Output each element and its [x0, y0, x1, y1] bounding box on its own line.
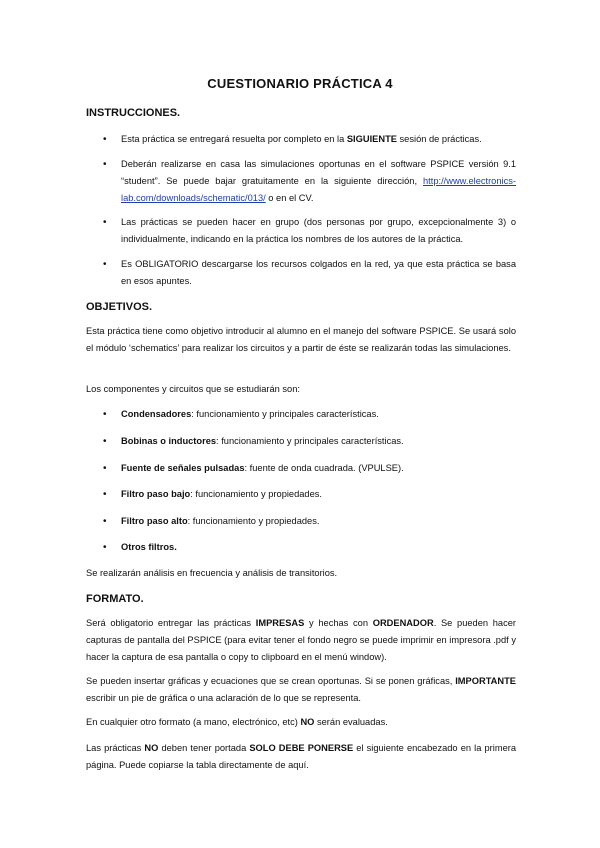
list-item: Otros filtros.: [121, 542, 177, 552]
list-item: Deberán realizarse en casa las simulaciones oportunas en el software PSPICE versión 9.1 “student”. Se puede bajar gratuitamente en la siguiente dirección, http://www.electronics-lab.com/downloads/schematic/013/ o en el CV.: [121, 159, 516, 203]
section-heading-objetivos: OBJETIVOS.: [86, 301, 153, 313]
list-item: Esta práctica se entregará resuelta por completo en la SIGUIENTE sesión de prácticas.: [121, 134, 482, 144]
paragraph: Se pueden insertar gráficas y ecuaciones que se crean oportunas. Si se ponen gráficas, IMPORTANTE escribir un pie de gráfica o una aclaración de lo que se representa.: [86, 676, 516, 703]
paragraph: Será obligatorio entregar las prácticas IMPRESAS y hechas con ORDENADOR. Se pueden hacer capturas de pantalla del PSPICE (para evitar tener el fondo negro se puede imprimir en impresora .pdf y hacer la captura de esa pantalla o copy to clipboard en el menú window).: [86, 618, 517, 662]
list-item: Filtro paso alto: funcionamiento y propiedades.: [121, 516, 320, 526]
list-item: Las prácticas se pueden hacer en grupo (dos personas por grupo, excepcionalmente 3) o individualmente, indicando en la práctica los nombres de los autores de la práctica.: [121, 217, 516, 244]
bullet-icon: •: [103, 463, 107, 474]
paragraph: Se realizarán análisis en frecuencia y análisis de transitorios.: [86, 568, 338, 578]
section-heading-formato: FORMATO.: [86, 593, 144, 605]
section-heading-instrucciones: INSTRUCCIONES.: [86, 107, 181, 119]
bullet-icon: •: [103, 409, 107, 420]
list-item: Es OBLIGATORIO descargarse los recursos colgados en la red, ya que esta práctica se basa en esos apuntes.: [121, 259, 516, 286]
bullet-icon: •: [103, 516, 107, 527]
page-title: CUESTIONARIO PRÁCTICA 4: [207, 76, 393, 91]
list-item: Bobinas o inductores: funcionamiento y principales características.: [121, 436, 404, 446]
paragraph: Esta práctica tiene como objetivo introducir al alumno en el manejo del software PSPICE. Se usará solo el módulo ‘schematics’ para realizar los circuitos y a partir de éste se realizarán todas las simulaciones.: [86, 326, 516, 353]
bullet-icon: •: [103, 259, 107, 270]
paragraph: Las prácticas NO deben tener portada SOLO DEBE PONERSE el siguiente encabezado en la primera página. Puede copiarse la tabla directamente de aquí.: [86, 743, 517, 770]
list-item: Filtro paso bajo: funcionamiento y propiedades.: [121, 489, 323, 499]
bullet-icon: •: [103, 159, 107, 170]
bullet-icon: •: [103, 134, 107, 145]
download-link[interactable]: http://www.electronics-lab.com/downloads/schematic/013/: [121, 176, 516, 203]
list-item: Fuente de señales pulsadas: fuente de onda cuadrada. (VPULSE).: [121, 463, 404, 473]
paragraph: Los componentes y circuitos que se estudiarán son:: [86, 384, 300, 394]
list-item: Condensadores: funcionamiento y principales características.: [121, 409, 379, 419]
bullet-icon: •: [103, 489, 107, 500]
paragraph: En cualquier otro formato (a mano, electrónico, etc) NO serán evaluadas.: [86, 717, 388, 727]
bullet-icon: •: [103, 217, 107, 228]
bullet-icon: •: [103, 436, 107, 447]
bullet-icon: •: [103, 542, 107, 553]
